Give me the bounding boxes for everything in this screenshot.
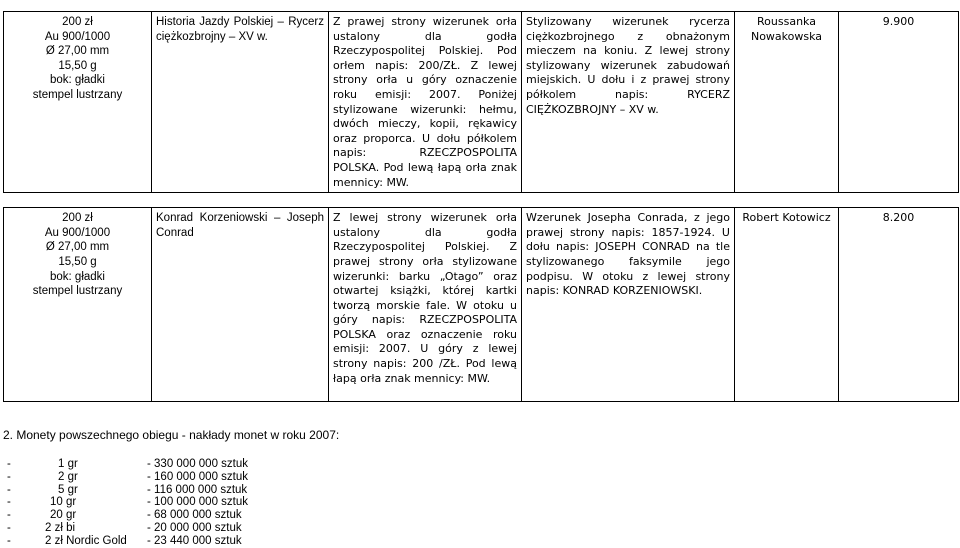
mintage-amount: - 100 000 000 sztuk bbox=[147, 496, 249, 509]
table-spacer-row bbox=[4, 193, 959, 208]
mintage-amount: - 20 000 000 sztuk bbox=[147, 521, 242, 534]
list-bullet: - bbox=[7, 470, 11, 483]
spec-line: 15,50 g bbox=[58, 255, 97, 268]
mintage-cell: 8.200 bbox=[839, 208, 959, 402]
section-heading: 2. Monety powszechnego obiegu - nakłady monet w roku 2007: bbox=[3, 428, 340, 442]
spec-line: 15,50 g bbox=[58, 59, 97, 72]
list-bullet: - bbox=[7, 509, 11, 522]
list-bullet: - bbox=[7, 521, 11, 534]
denomination: 10 gr bbox=[50, 496, 77, 509]
spec-line: bok: gładki bbox=[50, 74, 105, 87]
table-spacer bbox=[4, 193, 959, 208]
mintage-amount: - 160 000 000 sztuk bbox=[147, 470, 249, 483]
obverse-description-cell: Z lewej strony wizerunek orła ustalony dla godła Rzeczypospolitej Polskiej. Z prawej strony orła stylizowane wizerunki: barku „Otago” oraz otwartej książki, której kartki tworzą morskie fale. W otoku u góry napis: RZECZPOSPOLITA POLSKA oraz oznaczenie roku emisji: 2007. U góry z lewej strony napis: 200 /ZŁ. Pod lewą łapą orła znak mennicy: MW. bbox=[329, 208, 522, 402]
coin-issues-table bbox=[3, 11, 959, 402]
list-bullet: - bbox=[7, 534, 11, 547]
spec-line: 200 zł bbox=[62, 16, 93, 28]
spec-line: Ø 27,00 mm bbox=[45, 241, 110, 254]
spec-line: Ø 27,00 mm bbox=[45, 45, 110, 58]
spec-line: stempel lustrzany bbox=[32, 88, 123, 101]
list-bullet: - bbox=[7, 483, 11, 496]
coin-name-cell: Historia Jazdy Polskiej – Rycerz ciężkozbrojny – XV w. bbox=[152, 12, 329, 193]
spec-line: stempel lustrzany bbox=[32, 285, 123, 298]
obverse-description-cell: Z prawej strony wizerunek orła ustalony dla godła Rzeczypospolitej Polskiej. Pod orłem napis: 200/ZŁ. Z lewej strony orła u góry oznaczenie roku emisji: 2007. Poniżej stylizowane wizerunki: hełmu, dwóch mieczy, kopii, rękawicy oraz proporca. U dołu półkolem napis: RZECZPOSPOLITA POLSKA. Pod lewą łapą orła znak mennicy: MW. bbox=[329, 12, 522, 193]
reverse-description-cell: Stylizowany wizerunek rycerza ciężkozbrojnego z obnażonym mieczem na koniu. Z lewej strony stylizowany wizerunek zabudowań miejskich. U dołu i z prawej strony półkolem napis: RYCERZ CIĘŻKOZBROJNY – XV w. bbox=[522, 12, 735, 193]
table-row bbox=[4, 208, 959, 402]
spec-line: bok: gładki bbox=[50, 270, 105, 283]
list-bullet: - bbox=[7, 496, 11, 509]
table-row bbox=[4, 12, 959, 193]
mintage-amount: - 116 000 000 sztuk bbox=[147, 483, 248, 496]
designer-cell: Robert Kotowicz bbox=[735, 208, 839, 402]
coin-specification-cell bbox=[4, 12, 152, 193]
reverse-description-cell: Wzerunek Josepha Conrada, z jego prawej strony napis: 1857-1924. U dołu napis: JOSEPH CONRAD na tle stylizowanego faksymile jego podpisu. W otoku z lewej strony napis: KONRAD KORZENIOWSKI. bbox=[522, 208, 735, 402]
mintage-cell: 9.900 bbox=[839, 12, 959, 193]
spec-line: Au 900/1000 bbox=[44, 30, 111, 43]
denomination: 2 zł bi bbox=[45, 521, 76, 534]
mintage-amount: - 23 440 000 sztuk bbox=[147, 534, 242, 547]
designer-cell: Roussanka Nowakowska bbox=[735, 12, 839, 193]
denomination: 5 gr bbox=[58, 483, 78, 496]
denomination: 2 zł Nordic Gold bbox=[45, 534, 127, 547]
denomination: 2 gr bbox=[58, 470, 78, 483]
spec-line: 200 zł bbox=[62, 212, 93, 225]
denomination: 20 gr bbox=[50, 509, 77, 522]
spec-line: Au 900/1000 bbox=[44, 226, 111, 239]
coin-specification-cell bbox=[4, 208, 152, 402]
mintage-amount: - 68 000 000 sztuk bbox=[147, 509, 242, 522]
denomination: 1 gr bbox=[58, 458, 78, 470]
mintage-amount: - 330 000 000 sztuk bbox=[147, 458, 249, 470]
list-bullet: - bbox=[7, 458, 11, 470]
coin-name-cell: Konrad Korzeniowski – Joseph Conrad bbox=[152, 208, 329, 402]
